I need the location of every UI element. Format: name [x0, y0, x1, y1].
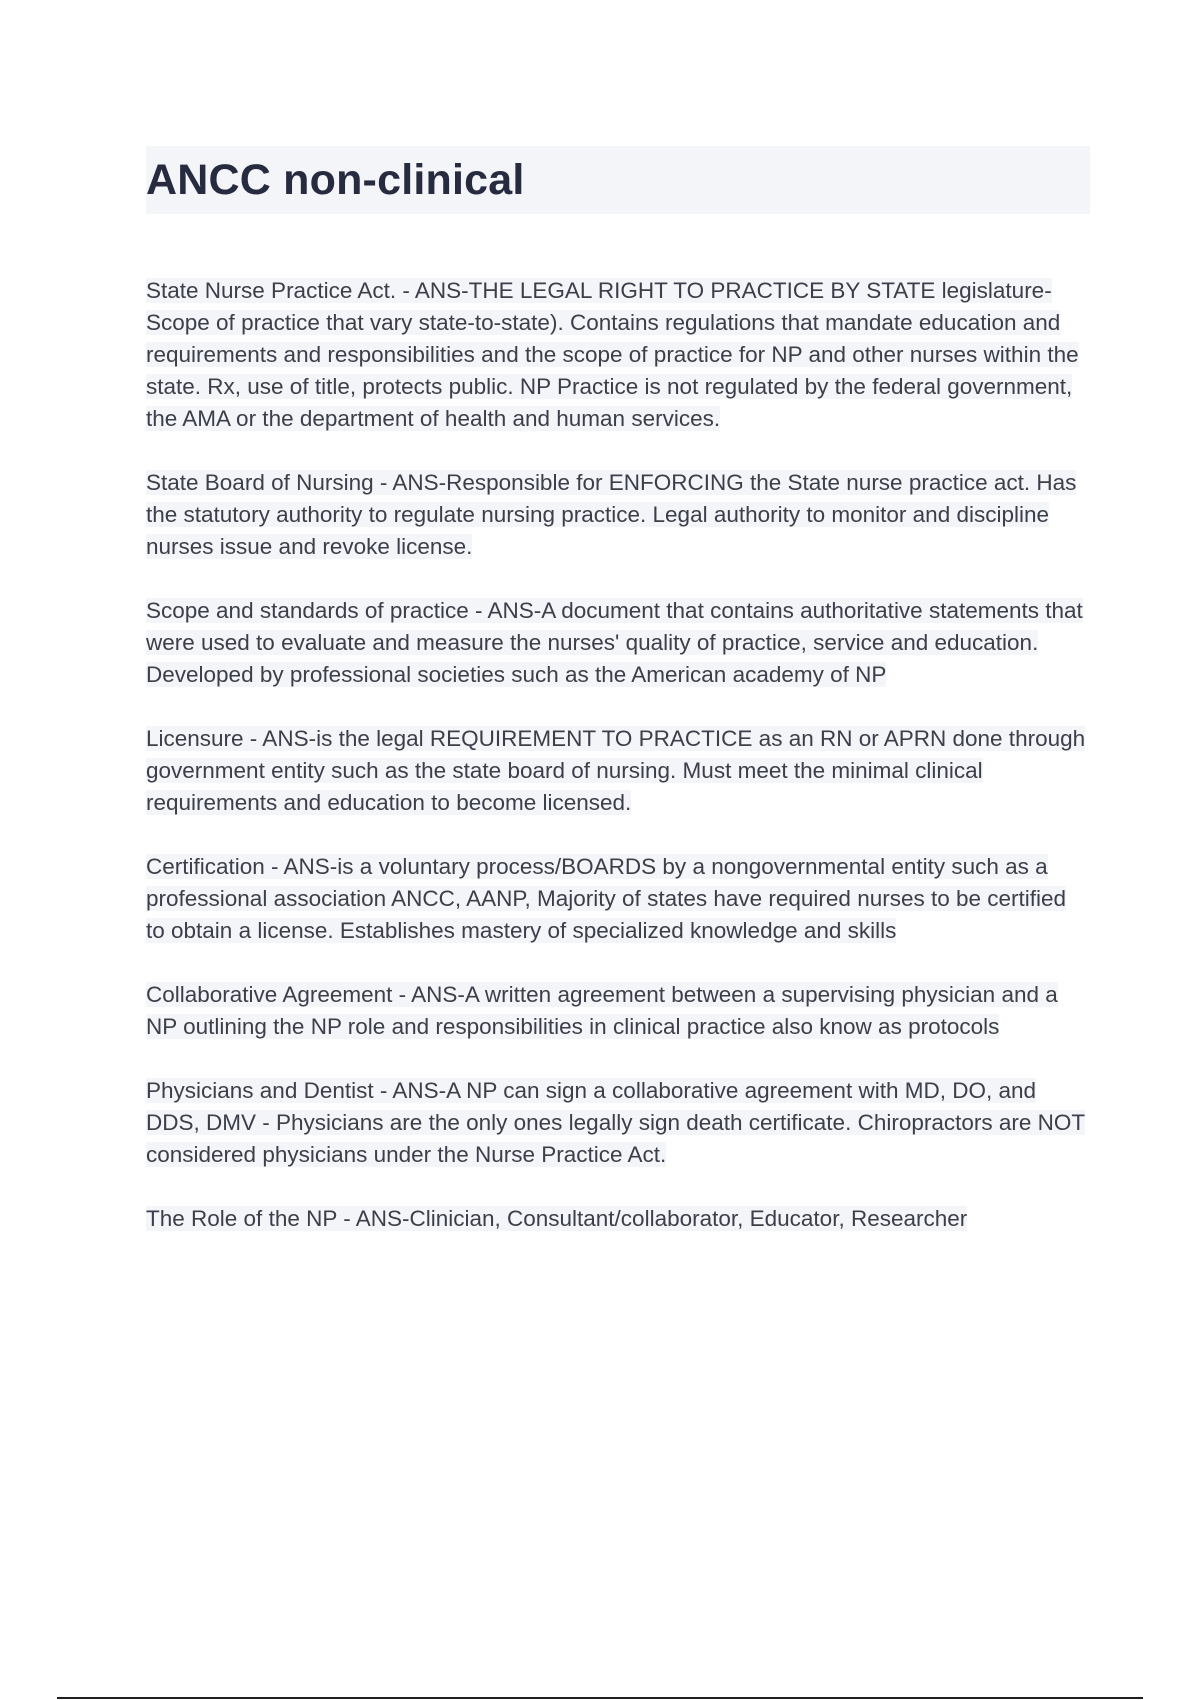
- entry-text: Scope and standards of practice - ANS-A document that contains authoritative statements that were used to evaluate and measure the nurses' quality of practice, service and education. Developed by professional societies such as the American academy of NP: [146, 598, 1083, 687]
- entry-certification: [146, 851, 1090, 947]
- entry-physicians-and-dentist: [146, 1075, 1090, 1171]
- page-title: ANCC non-clinical: [146, 156, 525, 204]
- entries-list: [146, 275, 1090, 1267]
- entry-text: Collaborative Agreement - ANS-A written agreement between a supervising physician and a NP outlining the NP role and responsibilities in clinical practice also know as protocols: [146, 982, 1058, 1039]
- entry-text: Physicians and Dentist - ANS-A NP can sign a collaborative agreement with MD, DO, and DDS, DMV - Physicians are the only ones legally sign death certificate. Chiropractors are NOT considered physicians under the Nurse Practice Act.: [146, 1078, 1086, 1167]
- entry-text: Certification - ANS-is a voluntary process/BOARDS by a nongovernmental entity such as a professional association ANCC, AANP, Majority of states have required nurses to be certified to obtain a license. Establishes mastery of specialized knowledge and skills: [146, 854, 1067, 943]
- entry-text: State Nurse Practice Act. - ANS-THE LEGAL RIGHT TO PRACTICE BY STATE legislature- Scope of practice that vary state-to-state). Contains regulations that mandate education and requirements and responsibilities and the scope of practice for NP and other nurses within the state. Rx, use of title, protects public. NP Practice is not regulated by the federal government, the AMA or the department of health and human services.: [146, 278, 1079, 431]
- entry-text: Licensure - ANS-is the legal REQUIREMENT TO PRACTICE as an RN or APRN done through government entity such as the state board of nursing. Must meet the minimal clinical requirements and education to become licensed.: [146, 726, 1086, 815]
- entry-collaborative-agreement: [146, 979, 1090, 1043]
- entry-scope-and-standards: [146, 595, 1090, 691]
- entry-state-nurse-practice-act: [146, 275, 1090, 435]
- entry-role-of-the-np: [146, 1203, 1090, 1235]
- entry-text: The Role of the NP - ANS-Clinician, Consultant/collaborator, Educator, Researcher: [146, 1206, 968, 1231]
- entry-licensure: [146, 723, 1090, 819]
- entry-state-board-of-nursing: [146, 467, 1090, 563]
- footer-divider: [57, 1697, 1143, 1699]
- entry-text: State Board of Nursing - ANS-Responsible for ENFORCING the State nurse practice act. Has the statutory authority to regulate nursing practice. Legal authority to monitor and discipline nurses issue and revoke license.: [146, 470, 1077, 559]
